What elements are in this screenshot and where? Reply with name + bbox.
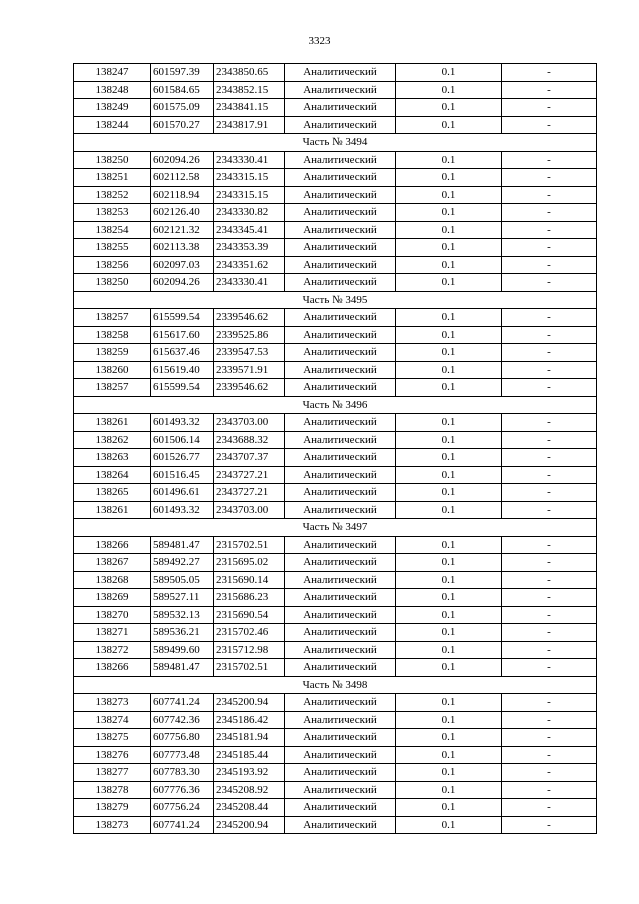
point-number-cell: 138271: [74, 624, 151, 642]
point-number-cell: 138257: [74, 379, 151, 397]
x-coordinate-cell: 602113.38: [151, 239, 214, 257]
table-row: [74, 484, 597, 502]
x-coordinate-cell: 602097.03: [151, 256, 214, 274]
table-row: [74, 186, 597, 204]
dash-cell: -: [502, 81, 597, 99]
y-coordinate-cell: 2343315.15: [214, 186, 285, 204]
dash-cell: -: [502, 99, 597, 117]
table-row: [74, 711, 597, 729]
accuracy-cell: 0.1: [396, 606, 502, 624]
method-cell: Аналитический: [285, 781, 396, 799]
point-number-cell: 138244: [74, 116, 151, 134]
y-coordinate-cell: 2345208.44: [214, 799, 285, 817]
dash-cell: -: [502, 781, 597, 799]
point-number-cell: 138251: [74, 169, 151, 187]
method-cell: Аналитический: [285, 221, 396, 239]
point-number-cell: 138261: [74, 414, 151, 432]
y-coordinate-cell: 2343353.39: [214, 239, 285, 257]
point-number-cell: 138261: [74, 501, 151, 519]
x-coordinate-cell: 602121.32: [151, 221, 214, 239]
method-cell: Аналитический: [285, 169, 396, 187]
accuracy-cell: 0.1: [396, 729, 502, 747]
x-coordinate-cell: 601584.65: [151, 81, 214, 99]
x-coordinate-cell: 602112.58: [151, 169, 214, 187]
point-number-cell: 138268: [74, 571, 151, 589]
point-number-cell: 138279: [74, 799, 151, 817]
point-number-cell: 138259: [74, 344, 151, 362]
y-coordinate-cell: 2315686.23: [214, 589, 285, 607]
accuracy-cell: 0.1: [396, 221, 502, 239]
point-number-cell: 138265: [74, 484, 151, 502]
x-coordinate-cell: 607741.24: [151, 816, 214, 834]
y-coordinate-cell: 2343345.41: [214, 221, 285, 239]
y-coordinate-cell: 2343703.00: [214, 501, 285, 519]
dash-cell: -: [502, 169, 597, 187]
dash-cell: -: [502, 239, 597, 257]
accuracy-cell: 0.1: [396, 554, 502, 572]
table-row: [74, 309, 597, 327]
y-coordinate-cell: 2343727.21: [214, 466, 285, 484]
point-number-cell: 138266: [74, 659, 151, 677]
method-cell: Аналитический: [285, 309, 396, 327]
table-row: [74, 151, 597, 169]
table-row: [74, 746, 597, 764]
dash-cell: -: [502, 221, 597, 239]
method-cell: Аналитический: [285, 256, 396, 274]
method-cell: Аналитический: [285, 659, 396, 677]
y-coordinate-cell: 2339525.86: [214, 326, 285, 344]
table-row: [74, 816, 597, 834]
dash-cell: -: [502, 746, 597, 764]
dash-cell: -: [502, 379, 597, 397]
x-coordinate-cell: 589536.21: [151, 624, 214, 642]
dash-cell: -: [502, 361, 597, 379]
accuracy-cell: 0.1: [396, 169, 502, 187]
table-row: [74, 221, 597, 239]
x-coordinate-cell: 601493.32: [151, 414, 214, 432]
dash-cell: -: [502, 326, 597, 344]
dash-cell: -: [502, 571, 597, 589]
y-coordinate-cell: 2339546.62: [214, 309, 285, 327]
y-coordinate-cell: 2315695.02: [214, 554, 285, 572]
point-number-cell: 138250: [74, 274, 151, 292]
table-row: [74, 624, 597, 642]
method-cell: Аналитический: [285, 729, 396, 747]
section-title: Часть № 3497: [74, 519, 597, 537]
point-number-cell: 138270: [74, 606, 151, 624]
accuracy-cell: 0.1: [396, 361, 502, 379]
method-cell: Аналитический: [285, 799, 396, 817]
point-number-cell: 138249: [74, 99, 151, 117]
accuracy-cell: 0.1: [396, 116, 502, 134]
accuracy-cell: 0.1: [396, 326, 502, 344]
y-coordinate-cell: 2315702.51: [214, 536, 285, 554]
method-cell: Аналитический: [285, 571, 396, 589]
x-coordinate-cell: 607742.36: [151, 711, 214, 729]
point-number-cell: 138258: [74, 326, 151, 344]
dash-cell: -: [502, 536, 597, 554]
y-coordinate-cell: 2315702.46: [214, 624, 285, 642]
table-row: [74, 694, 597, 712]
y-coordinate-cell: 2315690.54: [214, 606, 285, 624]
point-number-cell: 138273: [74, 694, 151, 712]
accuracy-cell: 0.1: [396, 764, 502, 782]
accuracy-cell: 0.1: [396, 81, 502, 99]
accuracy-cell: 0.1: [396, 816, 502, 834]
point-number-cell: 138262: [74, 431, 151, 449]
table-row: [74, 204, 597, 222]
table-row: [74, 606, 597, 624]
table-row: [74, 99, 597, 117]
y-coordinate-cell: 2343850.65: [214, 64, 285, 82]
table-row: [74, 571, 597, 589]
method-cell: Аналитический: [285, 431, 396, 449]
accuracy-cell: 0.1: [396, 309, 502, 327]
point-number-cell: 138272: [74, 641, 151, 659]
point-number-cell: 138247: [74, 64, 151, 82]
dash-cell: -: [502, 729, 597, 747]
method-cell: Аналитический: [285, 361, 396, 379]
x-coordinate-cell: 615637.46: [151, 344, 214, 362]
x-coordinate-cell: 602118.94: [151, 186, 214, 204]
y-coordinate-cell: 2343727.21: [214, 484, 285, 502]
accuracy-cell: 0.1: [396, 536, 502, 554]
point-number-cell: 138253: [74, 204, 151, 222]
x-coordinate-cell: 589527.11: [151, 589, 214, 607]
table-row: [74, 344, 597, 362]
dash-cell: -: [502, 414, 597, 432]
y-coordinate-cell: 2315702.51: [214, 659, 285, 677]
x-coordinate-cell: 589505.05: [151, 571, 214, 589]
dash-cell: -: [502, 309, 597, 327]
point-number-cell: 138276: [74, 746, 151, 764]
x-coordinate-cell: 601570.27: [151, 116, 214, 134]
y-coordinate-cell: 2343351.62: [214, 256, 285, 274]
dash-cell: -: [502, 816, 597, 834]
y-coordinate-cell: 2343330.41: [214, 274, 285, 292]
table-row: [74, 781, 597, 799]
method-cell: Аналитический: [285, 746, 396, 764]
x-coordinate-cell: 601575.09: [151, 99, 214, 117]
dash-cell: -: [502, 694, 597, 712]
table-row: [74, 536, 597, 554]
accuracy-cell: 0.1: [396, 659, 502, 677]
table-row: [74, 554, 597, 572]
dash-cell: -: [502, 344, 597, 362]
section-header-row: [74, 519, 597, 537]
dash-cell: -: [502, 659, 597, 677]
y-coordinate-cell: 2343315.15: [214, 169, 285, 187]
dash-cell: -: [502, 186, 597, 204]
table-row: [74, 274, 597, 292]
x-coordinate-cell: 601506.14: [151, 431, 214, 449]
accuracy-cell: 0.1: [396, 641, 502, 659]
dash-cell: -: [502, 624, 597, 642]
method-cell: Аналитический: [285, 484, 396, 502]
method-cell: Аналитический: [285, 589, 396, 607]
x-coordinate-cell: 589481.47: [151, 536, 214, 554]
x-coordinate-cell: 615619.40: [151, 361, 214, 379]
x-coordinate-cell: 589499.60: [151, 641, 214, 659]
section-header-row: [74, 396, 597, 414]
accuracy-cell: 0.1: [396, 204, 502, 222]
x-coordinate-cell: 589492.27: [151, 554, 214, 572]
method-cell: Аналитический: [285, 239, 396, 257]
dash-cell: -: [502, 589, 597, 607]
method-cell: Аналитический: [285, 116, 396, 134]
accuracy-cell: 0.1: [396, 151, 502, 169]
point-number-cell: 138278: [74, 781, 151, 799]
x-coordinate-cell: 607756.24: [151, 799, 214, 817]
point-number-cell: 138256: [74, 256, 151, 274]
dash-cell: -: [502, 151, 597, 169]
y-coordinate-cell: 2343852.15: [214, 81, 285, 99]
point-number-cell: 138266: [74, 536, 151, 554]
accuracy-cell: 0.1: [396, 239, 502, 257]
dash-cell: -: [502, 606, 597, 624]
y-coordinate-cell: 2345185.44: [214, 746, 285, 764]
method-cell: Аналитический: [285, 204, 396, 222]
y-coordinate-cell: 2339571.91: [214, 361, 285, 379]
dash-cell: -: [502, 554, 597, 572]
table-row: [74, 589, 597, 607]
y-coordinate-cell: 2339546.62: [214, 379, 285, 397]
x-coordinate-cell: 602094.26: [151, 151, 214, 169]
table-row: [74, 431, 597, 449]
accuracy-cell: 0.1: [396, 484, 502, 502]
accuracy-cell: 0.1: [396, 694, 502, 712]
method-cell: Аналитический: [285, 414, 396, 432]
table-row: [74, 379, 597, 397]
point-number-cell: 138250: [74, 151, 151, 169]
y-coordinate-cell: 2345200.94: [214, 816, 285, 834]
method-cell: Аналитический: [285, 624, 396, 642]
x-coordinate-cell: 615599.54: [151, 309, 214, 327]
x-coordinate-cell: 607776.36: [151, 781, 214, 799]
point-number-cell: 138275: [74, 729, 151, 747]
dash-cell: -: [502, 204, 597, 222]
y-coordinate-cell: 2343330.41: [214, 151, 285, 169]
accuracy-cell: 0.1: [396, 186, 502, 204]
y-coordinate-cell: 2343688.32: [214, 431, 285, 449]
y-coordinate-cell: 2343703.00: [214, 414, 285, 432]
x-coordinate-cell: 607783.30: [151, 764, 214, 782]
point-number-cell: 138254: [74, 221, 151, 239]
accuracy-cell: 0.1: [396, 799, 502, 817]
x-coordinate-cell: 589532.13: [151, 606, 214, 624]
dash-cell: -: [502, 484, 597, 502]
table-row: [74, 64, 597, 82]
method-cell: Аналитический: [285, 606, 396, 624]
method-cell: Аналитический: [285, 816, 396, 834]
x-coordinate-cell: 601526.77: [151, 449, 214, 467]
section-header-row: [74, 134, 597, 152]
y-coordinate-cell: 2345181.94: [214, 729, 285, 747]
accuracy-cell: 0.1: [396, 256, 502, 274]
dash-cell: -: [502, 501, 597, 519]
table-row: [74, 239, 597, 257]
page-number: 3323: [308, 35, 331, 47]
section-header-row: [74, 291, 597, 309]
accuracy-cell: 0.1: [396, 99, 502, 117]
point-number-cell: 138248: [74, 81, 151, 99]
dash-cell: -: [502, 711, 597, 729]
accuracy-cell: 0.1: [396, 344, 502, 362]
accuracy-cell: 0.1: [396, 781, 502, 799]
section-title: Часть № 3498: [74, 676, 597, 694]
x-coordinate-cell: 615617.60: [151, 326, 214, 344]
method-cell: Аналитический: [285, 449, 396, 467]
y-coordinate-cell: 2315690.14: [214, 571, 285, 589]
table-row: [74, 256, 597, 274]
point-number-cell: 138274: [74, 711, 151, 729]
point-number-cell: 138277: [74, 764, 151, 782]
method-cell: Аналитический: [285, 536, 396, 554]
table-row: [74, 414, 597, 432]
method-cell: Аналитический: [285, 554, 396, 572]
point-number-cell: 138252: [74, 186, 151, 204]
accuracy-cell: 0.1: [396, 431, 502, 449]
table-row: [74, 449, 597, 467]
method-cell: Аналитический: [285, 344, 396, 362]
method-cell: Аналитический: [285, 466, 396, 484]
method-cell: Аналитический: [285, 186, 396, 204]
dash-cell: -: [502, 449, 597, 467]
y-coordinate-cell: 2345208.92: [214, 781, 285, 799]
dash-cell: -: [502, 431, 597, 449]
y-coordinate-cell: 2343817.91: [214, 116, 285, 134]
point-number-cell: 138263: [74, 449, 151, 467]
accuracy-cell: 0.1: [396, 274, 502, 292]
y-coordinate-cell: 2343841.15: [214, 99, 285, 117]
table-row: [74, 501, 597, 519]
dash-cell: -: [502, 466, 597, 484]
y-coordinate-cell: 2345193.92: [214, 764, 285, 782]
coordinates-table: [73, 63, 597, 834]
y-coordinate-cell: 2343707.37: [214, 449, 285, 467]
point-number-cell: 138257: [74, 309, 151, 327]
point-number-cell: 138273: [74, 816, 151, 834]
table-row: [74, 466, 597, 484]
point-number-cell: 138260: [74, 361, 151, 379]
x-coordinate-cell: 602126.40: [151, 204, 214, 222]
y-coordinate-cell: 2343330.82: [214, 204, 285, 222]
accuracy-cell: 0.1: [396, 64, 502, 82]
y-coordinate-cell: 2315712.98: [214, 641, 285, 659]
x-coordinate-cell: 601496.61: [151, 484, 214, 502]
section-title: Часть № 3496: [74, 396, 597, 414]
section-title: Часть № 3495: [74, 291, 597, 309]
point-number-cell: 138264: [74, 466, 151, 484]
accuracy-cell: 0.1: [396, 589, 502, 607]
accuracy-cell: 0.1: [396, 466, 502, 484]
method-cell: Аналитический: [285, 711, 396, 729]
dash-cell: -: [502, 116, 597, 134]
accuracy-cell: 0.1: [396, 746, 502, 764]
section-title: Часть № 3494: [74, 134, 597, 152]
method-cell: Аналитический: [285, 99, 396, 117]
table-row: [74, 116, 597, 134]
dash-cell: -: [502, 256, 597, 274]
section-header-row: [74, 676, 597, 694]
method-cell: Аналитический: [285, 274, 396, 292]
accuracy-cell: 0.1: [396, 501, 502, 519]
method-cell: Аналитический: [285, 694, 396, 712]
x-coordinate-cell: 601493.32: [151, 501, 214, 519]
x-coordinate-cell: 607756.80: [151, 729, 214, 747]
dash-cell: -: [502, 274, 597, 292]
accuracy-cell: 0.1: [396, 449, 502, 467]
x-coordinate-cell: 615599.54: [151, 379, 214, 397]
y-coordinate-cell: 2339547.53: [214, 344, 285, 362]
method-cell: Аналитический: [285, 641, 396, 659]
table-row: [74, 169, 597, 187]
table-row: [74, 81, 597, 99]
x-coordinate-cell: 601516.45: [151, 466, 214, 484]
table-row: [74, 641, 597, 659]
table-row: [74, 659, 597, 677]
table-row: [74, 326, 597, 344]
method-cell: Аналитический: [285, 764, 396, 782]
point-number-cell: 138269: [74, 589, 151, 607]
accuracy-cell: 0.1: [396, 571, 502, 589]
accuracy-cell: 0.1: [396, 414, 502, 432]
method-cell: Аналитический: [285, 64, 396, 82]
x-coordinate-cell: 607773.48: [151, 746, 214, 764]
table-row: [74, 764, 597, 782]
method-cell: Аналитический: [285, 151, 396, 169]
y-coordinate-cell: 2345200.94: [214, 694, 285, 712]
method-cell: Аналитический: [285, 379, 396, 397]
point-number-cell: 138255: [74, 239, 151, 257]
dash-cell: -: [502, 764, 597, 782]
y-coordinate-cell: 2345186.42: [214, 711, 285, 729]
accuracy-cell: 0.1: [396, 624, 502, 642]
table-row: [74, 729, 597, 747]
dash-cell: -: [502, 64, 597, 82]
accuracy-cell: 0.1: [396, 379, 502, 397]
method-cell: Аналитический: [285, 501, 396, 519]
x-coordinate-cell: 589481.47: [151, 659, 214, 677]
x-coordinate-cell: 602094.26: [151, 274, 214, 292]
dash-cell: -: [502, 799, 597, 817]
accuracy-cell: 0.1: [396, 711, 502, 729]
method-cell: Аналитический: [285, 326, 396, 344]
table-row: [74, 799, 597, 817]
table-row: [74, 361, 597, 379]
method-cell: Аналитический: [285, 81, 396, 99]
x-coordinate-cell: 607741.24: [151, 694, 214, 712]
dash-cell: -: [502, 641, 597, 659]
point-number-cell: 138267: [74, 554, 151, 572]
x-coordinate-cell: 601597.39: [151, 64, 214, 82]
